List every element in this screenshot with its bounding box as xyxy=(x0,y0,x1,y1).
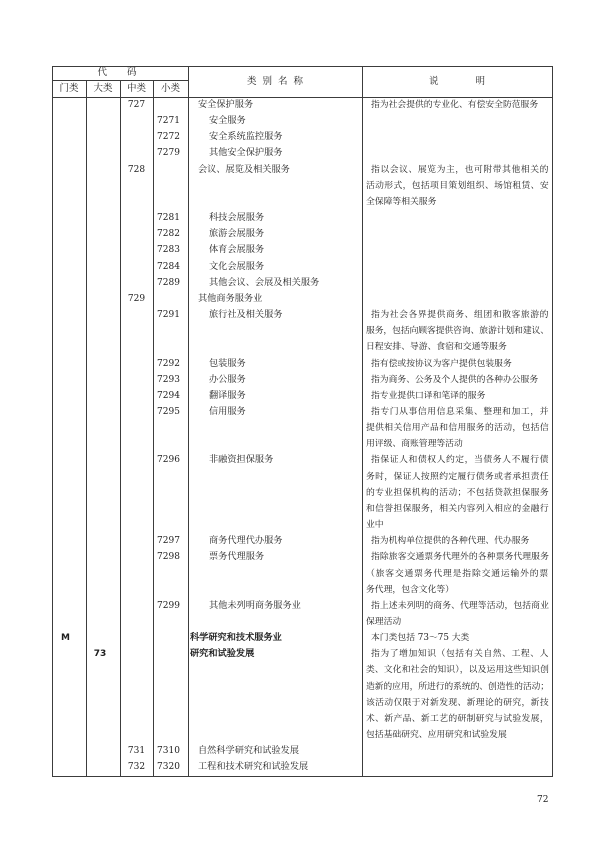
description-line: 指专业提供口译和笔译的服务 xyxy=(371,390,486,401)
table-row xyxy=(0,210,600,226)
table-row xyxy=(0,356,600,372)
table-row xyxy=(0,97,600,113)
description xyxy=(366,404,600,452)
table-row xyxy=(0,259,600,275)
description-line: 指为社会各界提供商务、组团和散客旅游的 xyxy=(371,310,549,321)
code-xiaolei: 7299 xyxy=(157,600,180,611)
description xyxy=(366,162,600,210)
description-line: 的专业担保机构的活动；不包括贷款担保服务 xyxy=(366,487,549,498)
table-row xyxy=(0,275,600,291)
category-name: 体育会展服务 xyxy=(209,244,265,256)
code-xiaolei: 7291 xyxy=(157,310,180,321)
description xyxy=(366,549,600,597)
description-line: 活动形式，包括项目策划组织、场馆租赁、安 xyxy=(366,180,549,191)
table-row xyxy=(0,372,600,388)
table-row xyxy=(0,388,600,404)
table-row xyxy=(0,113,600,129)
code-xiaolei: 7294 xyxy=(157,390,180,401)
table-row xyxy=(0,226,600,242)
category-name: 办公服务 xyxy=(209,373,246,385)
description xyxy=(366,307,600,355)
category-name: 其他商务服务业 xyxy=(198,292,263,304)
description-line: 指除旅客交通票务代理外的各种票务代理服务 xyxy=(371,552,549,563)
category-name: 其他会议、会展及相关服务 xyxy=(209,276,320,288)
code-xiaolei: 7283 xyxy=(157,245,180,256)
category-name: 信用服务 xyxy=(209,405,246,417)
code-zhonglei: 728 xyxy=(127,164,146,175)
table-row xyxy=(0,291,600,307)
code-zhonglei: 727 xyxy=(127,100,146,110)
code-xiaolei: 7281 xyxy=(157,213,180,224)
code-dalei: 73 xyxy=(93,649,107,660)
code-xiaolei: 7271 xyxy=(157,116,180,127)
description-line: 本门类包括 73～75 大类 xyxy=(371,633,470,644)
description-line: 术、新产品、新工艺的研制研究与试验发展， xyxy=(366,713,549,724)
table-row xyxy=(0,646,600,743)
category-name: 其他安全保护服务 xyxy=(209,147,283,159)
description-line: 类、文化和社会的知识），以及运用这些知识创 xyxy=(366,665,549,676)
description-line: 用评级、商账管理等活动 xyxy=(366,439,463,450)
category-name: 非融资担保服务 xyxy=(209,454,274,466)
code-xiaolei: 7289 xyxy=(157,277,180,288)
category-name: 安全保护服务 xyxy=(198,99,254,110)
description-line: 包括基础研究、应用研究和试验发展 xyxy=(366,730,507,741)
category-name: 科技会展服务 xyxy=(209,212,265,224)
code-zhonglei: 731 xyxy=(127,746,146,757)
code-xiaolei: 7310 xyxy=(157,746,180,757)
code-xiaolei: 7272 xyxy=(157,132,180,143)
category-name: 翻译服务 xyxy=(209,389,246,401)
category-name: 会议、展览及相关服务 xyxy=(198,163,290,175)
header-menlei: 门类 xyxy=(59,83,79,94)
code-xiaolei: 7295 xyxy=(157,406,180,417)
category-name: 旅行社及相关服务 xyxy=(209,309,283,321)
description-line: 日程安排、导游、食宿和交通等服务 xyxy=(366,342,507,353)
category-name: 文化会展服务 xyxy=(209,260,265,272)
code-xiaolei: 7292 xyxy=(157,358,180,369)
header-description: 说明 xyxy=(428,75,522,87)
description-line: 指专门从事信用信息采集、整理和加工，并 xyxy=(371,406,549,417)
table-row xyxy=(0,759,600,775)
table-row xyxy=(0,598,600,630)
description-line: 指为了增加知识（包括有关自然、工程、人 xyxy=(371,649,549,660)
description xyxy=(366,646,600,743)
table-row xyxy=(0,307,600,355)
table-row xyxy=(0,630,600,646)
description-line: 指上述未列明的商务、代理等活动，包括商业 xyxy=(371,600,549,611)
code-xiaolei: 7279 xyxy=(157,148,180,159)
table-row xyxy=(0,549,600,597)
code-xiaolei: 7282 xyxy=(157,229,180,240)
description-line: （旅客交通票务代理是指除交通运输外的票 xyxy=(366,568,549,579)
description-line: 指保证人和债权人约定，当债务人不履行债 xyxy=(371,455,549,466)
description-line: 务代理，包含文化等） xyxy=(366,584,454,595)
description xyxy=(366,356,600,372)
category-name: 安全服务 xyxy=(209,115,246,127)
description-line: 指以会议、展览为主，也可附带其他相关的 xyxy=(371,164,549,175)
table-row xyxy=(0,404,600,452)
code-xiaolei: 7284 xyxy=(157,261,180,272)
code-zhonglei: 729 xyxy=(127,293,146,304)
table-row xyxy=(0,242,600,258)
category-name: 自然科学研究和试验发展 xyxy=(198,745,300,757)
description xyxy=(366,97,600,113)
description xyxy=(366,388,600,404)
table-row xyxy=(0,452,600,533)
category-name: 科学研究和技术服务业 xyxy=(190,632,282,644)
code-xiaolei: 7296 xyxy=(157,455,180,466)
description xyxy=(366,598,600,630)
description xyxy=(366,372,600,388)
description xyxy=(366,533,600,549)
table-row xyxy=(0,743,600,759)
category-name: 工程和技术研究和试验发展 xyxy=(198,761,309,773)
header-code-group: 代码 xyxy=(97,67,157,78)
description-line: 和信誉担保服务，相关内容列入相应的金融行 xyxy=(366,503,549,514)
description-line: 全保障等相关服务 xyxy=(366,196,437,207)
code-xiaolei: 7320 xyxy=(157,762,180,773)
description-line: 服务，包括向顾客提供咨询、旅游计划和建议、 xyxy=(366,326,549,337)
category-name: 旅游会展服务 xyxy=(209,228,265,240)
description-line: 务时，保证人按照约定履行债务或者承担责任 xyxy=(366,471,549,482)
description xyxy=(366,630,600,646)
code-xiaolei: 7298 xyxy=(157,552,180,563)
description-line: 提供相关信用产品和信用服务的活动，包括信 xyxy=(366,423,549,434)
table-row xyxy=(0,145,600,161)
category-name: 商务代理代办服务 xyxy=(209,535,283,547)
table-bottom-border xyxy=(52,776,553,777)
table-row xyxy=(0,129,600,145)
description-line: 指有偿或按协议为客户提供包装服务 xyxy=(371,358,512,369)
code-zhonglei: 732 xyxy=(127,762,146,773)
description-line: 该活动仅限于对新发现、新理论的研究，新技 xyxy=(366,697,549,708)
code-menlei: M xyxy=(61,633,70,644)
category-name: 其他未列明商务服务业 xyxy=(209,599,301,611)
category-name: 安全系统监控服务 xyxy=(209,131,283,143)
header-xiaolei: 小类 xyxy=(160,83,180,94)
description-line: 保理活动 xyxy=(366,617,402,627)
description xyxy=(366,452,600,533)
category-name: 包装服务 xyxy=(209,357,246,369)
description-line: 指为社会提供的专业化、有偿安全防范服务 xyxy=(371,100,539,110)
header-category-name: 类别名称 xyxy=(246,75,309,87)
table-row xyxy=(0,162,600,210)
table-body xyxy=(0,97,600,776)
description-line: 指为商务、公务及个人提供的各种办公服务 xyxy=(371,374,539,385)
page-number: 72 xyxy=(537,795,549,805)
description-line: 造新的应用，所进行的系统的、创造性的活动； xyxy=(366,681,549,692)
code-xiaolei: 7293 xyxy=(157,374,180,385)
code-xiaolei: 7297 xyxy=(157,536,180,547)
description-line: 指为机构单位提供的各种代理、代办服务 xyxy=(371,536,530,547)
category-name: 研究和试验发展 xyxy=(190,648,255,660)
description-line: 业中 xyxy=(366,520,384,531)
category-name: 票务代理服务 xyxy=(209,551,265,563)
header-dalei: 大类 xyxy=(93,83,113,94)
header-zhonglei: 中类 xyxy=(126,83,146,94)
table-row xyxy=(0,533,600,549)
